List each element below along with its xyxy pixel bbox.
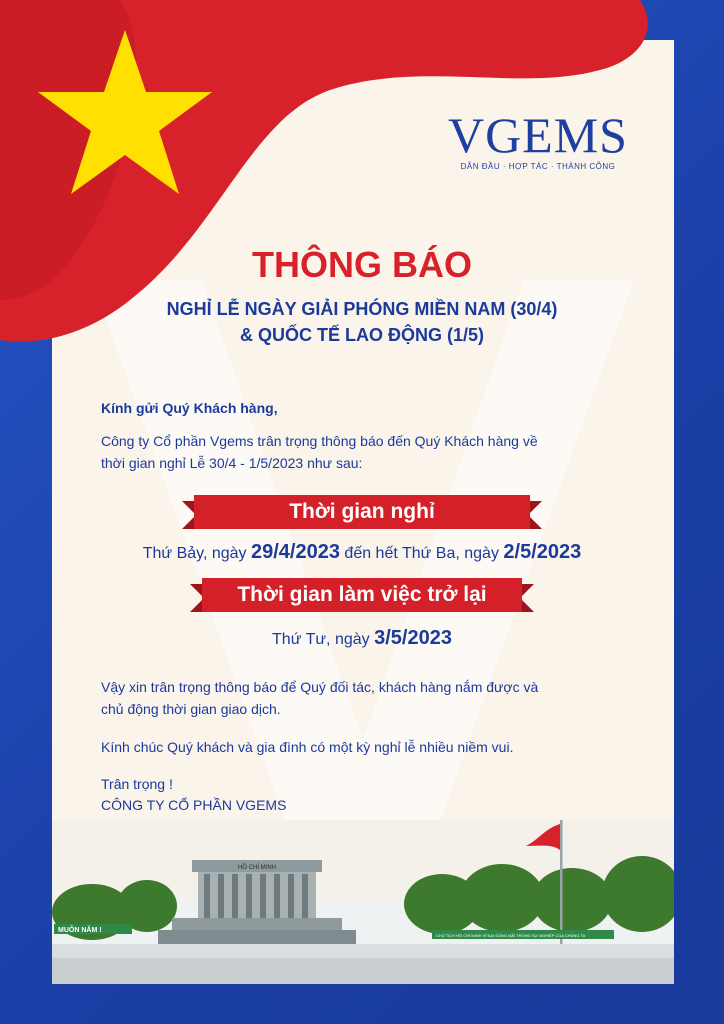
holiday-start-prefix: Thứ Bảy, ngày <box>142 545 251 562</box>
mausoleum-scene <box>52 820 674 984</box>
regards-text: Trân trọng ! <box>101 776 173 792</box>
intro-paragraph <box>101 430 641 474</box>
wish-paragraph: Kính chúc Quý khách và gia đình có một kỳ nghỉ lễ nhiều niềm vui. <box>101 739 514 755</box>
closing-line-1: Vậy xin trân trọng thông báo để Quý đối tác, khách hàng nắm được và <box>101 679 539 695</box>
holiday-end-date: 2/5/2023 <box>503 541 582 563</box>
holiday-start-date: 29/4/2023 <box>250 541 340 563</box>
vgems-logo <box>447 107 628 171</box>
holiday-ribbon <box>182 495 542 529</box>
notice-subtitle <box>0 296 724 348</box>
return-label: Thời gian làm việc trở lại <box>202 578 522 612</box>
return-prefix: Thứ Tư, ngày <box>272 631 375 648</box>
return-ribbon <box>190 578 534 612</box>
intro-line-1: Công ty Cổ phần Vgems trân trọng thông báo đến Quý Khách hàng về <box>101 433 538 449</box>
closing-line-2: chủ động thời gian giao dịch. <box>101 701 281 717</box>
logo-tagline: DẪN ĐẦU · HỢP TÁC · THÀNH CÔNG <box>460 162 616 171</box>
return-date: 3/5/2023 <box>374 627 452 649</box>
closing-paragraph <box>101 676 641 720</box>
subtitle-line-1: NGHỈ LỄ NGÀY GIẢI PHÓNG MIỀN NAM (30/4) <box>166 299 558 319</box>
intro-line-2: thời gian nghỉ Lễ 30/4 - 1/5/2023 như sau: <box>101 455 363 471</box>
mausoleum-sign: HỒ CHÍ MINH <box>238 865 276 871</box>
notice-title: THÔNG BÁO <box>252 244 472 285</box>
holiday-label: Thời gian nghỉ <box>194 495 530 529</box>
left-banner-text: MUÔN NĂM ! <box>58 927 102 934</box>
company-signature: CÔNG TY CỔ PHẦN VGEMS <box>101 797 287 813</box>
holiday-middle-text: đến hết Thứ Ba, ngày <box>339 545 504 562</box>
greeting: Kính gửi Quý Khách hàng, <box>101 400 278 416</box>
return-date-line <box>0 627 724 650</box>
holiday-dates <box>0 541 724 564</box>
logo-text: VGEMS <box>447 107 628 163</box>
subtitle-line-2: & QUỐC TẾ LAO ĐỘNG (1/5) <box>239 325 484 345</box>
right-banner-text: CHỦ TỊCH HỒ CHÍ MINH VĨ ĐẠI SỐNG MÃI TRONG SỰ NGHIỆP CỦA CHÚNG TA <box>436 933 586 938</box>
